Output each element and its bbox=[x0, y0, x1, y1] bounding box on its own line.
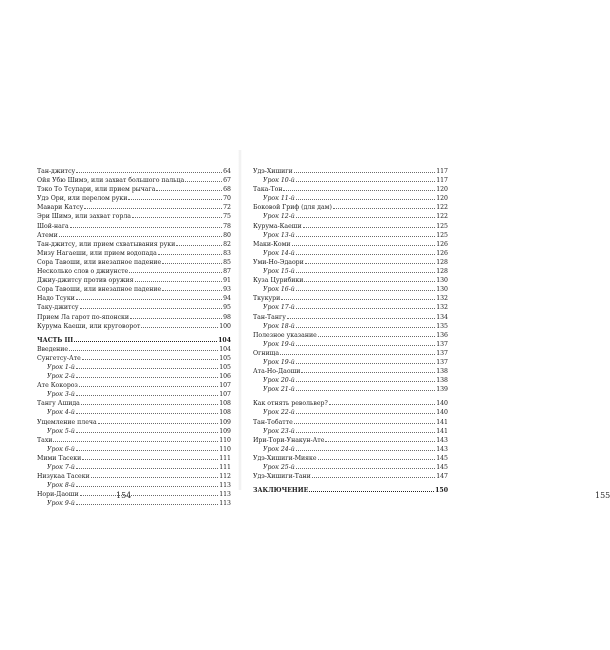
dot-leader bbox=[333, 202, 435, 209]
toc-lesson-entry bbox=[253, 426, 448, 435]
toc-entry-page: 137 bbox=[436, 349, 448, 357]
toc-lesson-entry bbox=[37, 444, 231, 453]
dot-leader bbox=[80, 489, 219, 496]
toc-lesson-entry bbox=[253, 211, 448, 220]
dot-leader bbox=[304, 275, 435, 282]
toc-entry bbox=[253, 166, 448, 175]
toc-entry-page: 134 bbox=[436, 313, 448, 321]
toc-entry bbox=[37, 344, 231, 353]
dot-leader bbox=[296, 302, 435, 309]
dot-leader bbox=[296, 284, 435, 291]
dot-leader bbox=[176, 239, 222, 246]
toc-entry bbox=[37, 184, 231, 193]
toc-entry-title: Огнища bbox=[253, 349, 280, 357]
toc-entry-title: Тангу Ашида bbox=[37, 400, 80, 408]
dot-leader bbox=[128, 193, 222, 200]
toc-entry bbox=[253, 239, 448, 248]
toc-entry-title: Урок 19-й bbox=[263, 358, 295, 366]
toc-entry-title: Введение bbox=[37, 345, 69, 353]
toc-entry-page: 107 bbox=[219, 391, 231, 399]
toc-entry bbox=[37, 166, 231, 175]
toc-lesson-entry bbox=[253, 462, 448, 471]
toc-entry-page: 85 bbox=[223, 258, 231, 266]
dot-leader bbox=[309, 485, 434, 492]
toc-entry-title: Урок 21-й bbox=[263, 386, 295, 394]
toc-entry bbox=[253, 312, 448, 321]
toc-entry bbox=[37, 453, 231, 462]
toc-entry-title: Сунгетсу-Ате bbox=[37, 354, 81, 362]
toc-entry-title: Эри Шимэ, или захват горла bbox=[37, 213, 131, 221]
dot-leader bbox=[76, 462, 218, 469]
toc-entry-page: 150 bbox=[435, 487, 448, 495]
toc-entry-title: Атеми bbox=[37, 231, 58, 239]
toc-entry-page: 128 bbox=[436, 258, 448, 266]
toc-entry-page: 130 bbox=[436, 286, 448, 294]
toc-entry bbox=[37, 380, 231, 389]
toc-entry bbox=[37, 312, 231, 321]
dot-leader bbox=[312, 471, 435, 478]
toc-entry bbox=[253, 184, 448, 193]
dot-leader bbox=[303, 221, 436, 228]
toc-entry bbox=[37, 353, 231, 362]
toc-entry-page: 109 bbox=[219, 418, 231, 426]
left-page bbox=[0, 0, 240, 650]
toc-entry bbox=[253, 293, 448, 302]
toc-entry-title: Куза Цурибики bbox=[253, 277, 304, 285]
toc-entry-title: Урок 18-й bbox=[263, 322, 295, 330]
dot-leader bbox=[76, 480, 218, 487]
toc-entry-page: 91 bbox=[223, 277, 231, 285]
toc-entry-page: 126 bbox=[436, 240, 448, 248]
toc-entry-title: Удэ-Хишиги bbox=[253, 168, 293, 175]
toc-entry-page: 111 bbox=[219, 454, 231, 462]
toc-entry-page: 145 bbox=[436, 464, 448, 471]
toc-entry-page: 140 bbox=[436, 400, 448, 408]
toc-lesson-entry bbox=[253, 321, 448, 330]
toc-entry-page: 132 bbox=[436, 304, 448, 312]
dot-leader bbox=[296, 462, 435, 469]
dot-leader bbox=[296, 175, 435, 182]
toc-entry bbox=[37, 211, 231, 220]
dot-leader bbox=[82, 353, 218, 360]
toc-lesson-entry bbox=[253, 193, 448, 202]
dot-leader bbox=[141, 321, 218, 328]
toc-entry-title: Ате Кокороз bbox=[37, 382, 78, 390]
left-page-number: 154 bbox=[116, 491, 132, 500]
toc-entry-title: Удэ Ори, или перелом руки bbox=[37, 195, 128, 203]
dot-leader bbox=[130, 312, 222, 319]
toc-entry-title: Тан-Тангу bbox=[253, 313, 286, 321]
toc-entry-title: Урок 5-й bbox=[47, 427, 75, 435]
dot-leader bbox=[76, 407, 218, 414]
toc-entry bbox=[253, 330, 448, 339]
dot-leader bbox=[296, 426, 435, 433]
right-page bbox=[240, 0, 610, 650]
toc-entry-page: 137 bbox=[436, 340, 448, 348]
dot-leader bbox=[296, 321, 435, 328]
toc-entry-title: Несколько слов о джиунсте bbox=[37, 268, 129, 276]
toc-entry-page: 125 bbox=[436, 231, 448, 239]
toc-entry-title: Мизу Нагаеши, или прием водопада bbox=[37, 249, 157, 257]
toc-entry-page: 68 bbox=[223, 186, 231, 194]
toc-entry-page: 109 bbox=[219, 427, 231, 435]
toc-entry-page: 143 bbox=[436, 436, 448, 444]
toc-entry bbox=[37, 471, 231, 480]
dot-leader bbox=[76, 426, 218, 433]
toc-entry-page: 126 bbox=[436, 249, 448, 257]
toc-entry-page: 135 bbox=[436, 322, 448, 330]
toc-entry-title: Урок 19-й bbox=[263, 340, 295, 348]
toc-entry bbox=[37, 417, 231, 426]
toc-lesson-entry bbox=[37, 362, 231, 371]
toc-entry-page: 67 bbox=[223, 177, 231, 185]
dot-leader bbox=[325, 435, 435, 442]
toc-entry-title: ЧАСТЬ III bbox=[37, 336, 74, 344]
toc-entry-title: Нори-Даоши bbox=[37, 491, 79, 499]
dot-leader bbox=[81, 398, 218, 405]
toc-entry-page: 80 bbox=[223, 231, 231, 239]
toc-entry bbox=[37, 257, 231, 266]
toc-entry-page: 111 bbox=[219, 464, 231, 471]
right-table-of-contents bbox=[253, 166, 448, 494]
toc-entry-page: 105 bbox=[219, 354, 231, 362]
toc-entry-title: Урок 12-й bbox=[263, 213, 295, 221]
toc-entry bbox=[253, 221, 448, 230]
toc-entry-title: Ойя Убю Шимэ, или захват большого пальца bbox=[37, 177, 185, 185]
dot-leader bbox=[76, 166, 222, 173]
toc-entry-page: 140 bbox=[436, 409, 448, 417]
toc-entry-title: Урок 7-й bbox=[47, 464, 75, 471]
toc-entry bbox=[253, 366, 448, 375]
dot-leader bbox=[53, 435, 218, 442]
dot-leader bbox=[76, 293, 222, 300]
toc-entry-page: 87 bbox=[223, 268, 231, 276]
toc-entry bbox=[37, 230, 231, 239]
toc-entry-page: 139 bbox=[436, 386, 448, 394]
toc-entry bbox=[37, 489, 231, 498]
toc-entry-title: Тэко То Тсупари, или прием рычага bbox=[37, 186, 156, 194]
toc-lesson-entry bbox=[253, 302, 448, 311]
toc-section-heading bbox=[253, 485, 448, 494]
dot-leader bbox=[76, 371, 218, 378]
toc-entry-page: 113 bbox=[219, 482, 231, 490]
toc-entry-title: ЗАКЛЮЧЕНИЕ bbox=[253, 487, 309, 495]
dot-leader bbox=[91, 471, 219, 478]
toc-entry-title: Сора Тавоши, или внезапное падение bbox=[37, 258, 162, 266]
dot-leader bbox=[98, 417, 219, 424]
toc-entry bbox=[253, 275, 448, 284]
toc-entry-page: 141 bbox=[436, 418, 448, 426]
toc-entry-title: Урок 15-й bbox=[263, 268, 295, 276]
toc-entry bbox=[37, 193, 231, 202]
toc-entry-title: Курума Каеши, или круговорот bbox=[37, 322, 141, 330]
dot-leader bbox=[84, 202, 222, 209]
toc-entry bbox=[253, 453, 448, 462]
dot-leader bbox=[296, 357, 435, 364]
dot-leader bbox=[162, 284, 222, 291]
toc-entry bbox=[253, 257, 448, 266]
toc-entry-page: 147 bbox=[436, 473, 448, 481]
dot-leader bbox=[280, 348, 435, 355]
toc-entry-title: Урок 4-й bbox=[47, 409, 75, 417]
toc-entry-title: Урок 3-й bbox=[47, 391, 75, 399]
toc-entry-title: Боковой Гриф (для дам) bbox=[253, 204, 332, 212]
dot-leader bbox=[76, 444, 218, 451]
toc-entry-title: Урок 17-й bbox=[263, 304, 295, 312]
toc-entry bbox=[253, 435, 448, 444]
toc-entry-title: Шой-нага bbox=[37, 222, 69, 230]
toc-entry-page: 70 bbox=[223, 195, 231, 203]
toc-lesson-entry bbox=[37, 480, 231, 489]
dot-leader bbox=[296, 211, 435, 218]
dot-leader bbox=[281, 293, 435, 300]
toc-entry-page: 112 bbox=[219, 473, 231, 481]
toc-lesson-entry bbox=[253, 384, 448, 393]
toc-entry-page: 94 bbox=[223, 295, 231, 303]
toc-entry-title: Надо Тсуки bbox=[37, 295, 75, 303]
toc-entry-page: 128 bbox=[436, 268, 448, 276]
dot-leader bbox=[296, 384, 435, 391]
toc-entry-title: Така-Тон bbox=[253, 186, 283, 194]
toc-entry bbox=[37, 293, 231, 302]
toc-lesson-entry bbox=[253, 230, 448, 239]
toc-entry bbox=[37, 321, 231, 330]
toc-entry-title: Урок 16-й bbox=[263, 286, 295, 294]
dot-leader bbox=[301, 366, 435, 373]
dot-leader bbox=[76, 498, 218, 505]
dot-leader bbox=[79, 380, 218, 387]
toc-entry bbox=[37, 175, 231, 184]
toc-entry-title: Тан-джитсу, или прием схватывания руки bbox=[37, 240, 176, 248]
dot-leader bbox=[296, 193, 435, 200]
dot-leader bbox=[296, 444, 435, 451]
dot-leader bbox=[294, 417, 435, 424]
toc-lesson-entry bbox=[253, 266, 448, 275]
left-table-of-contents bbox=[37, 166, 231, 507]
toc-entry bbox=[37, 266, 231, 275]
toc-entry-title: Урок 10-й bbox=[263, 177, 295, 185]
dot-leader bbox=[135, 275, 223, 282]
toc-lesson-entry bbox=[253, 248, 448, 257]
dot-leader bbox=[283, 184, 435, 191]
dot-leader bbox=[296, 375, 435, 382]
toc-entry-page: 104 bbox=[218, 336, 231, 344]
toc-entry-page: 64 bbox=[223, 168, 231, 175]
toc-entry bbox=[37, 302, 231, 311]
toc-entry-page: 143 bbox=[436, 445, 448, 453]
toc-entry-page: 104 bbox=[219, 345, 231, 353]
toc-lesson-entry bbox=[253, 444, 448, 453]
dot-leader bbox=[296, 248, 435, 255]
toc-entry bbox=[253, 202, 448, 211]
toc-lesson-entry bbox=[253, 339, 448, 348]
toc-entry bbox=[37, 398, 231, 407]
toc-entry-page: 122 bbox=[436, 213, 448, 221]
toc-entry-title: Урок 20-й bbox=[263, 377, 295, 385]
toc-lesson-entry bbox=[253, 375, 448, 384]
toc-entry-page: 130 bbox=[436, 277, 448, 285]
dot-leader bbox=[185, 175, 222, 182]
toc-entry-title: Уми-Но-Эдаори bbox=[253, 258, 304, 266]
toc-entry-page: 141 bbox=[436, 427, 448, 435]
dot-leader bbox=[74, 335, 217, 342]
toc-entry-page: 105 bbox=[219, 363, 231, 371]
dot-leader bbox=[292, 239, 436, 246]
toc-entry-title: Тан-джитсу bbox=[37, 168, 76, 175]
toc-entry-title: Тахи bbox=[37, 436, 53, 444]
toc-entry-title: Ири-Тори-Унакун-Ате bbox=[253, 436, 325, 444]
toc-entry-title: Удэ-Хишиги-Тани bbox=[253, 473, 311, 481]
toc-entry-page: 95 bbox=[223, 304, 231, 312]
toc-entry-page: 122 bbox=[436, 204, 448, 212]
dot-leader bbox=[70, 221, 222, 228]
toc-entry-title: Урок 24-й bbox=[263, 445, 295, 453]
toc-entry-title: Урок 25-й bbox=[263, 464, 295, 471]
dot-leader bbox=[59, 230, 222, 237]
toc-entry-page: 138 bbox=[436, 368, 448, 376]
toc-entry bbox=[253, 417, 448, 426]
toc-entry-page: 82 bbox=[223, 240, 231, 248]
toc-entry-title: Урок 22-й bbox=[263, 409, 295, 417]
toc-entry-page: 72 bbox=[223, 204, 231, 212]
toc-entry-page: 136 bbox=[436, 331, 448, 339]
toc-lesson-entry bbox=[37, 498, 231, 507]
toc-entry-page: 100 bbox=[219, 322, 231, 330]
toc-entry-page: 132 bbox=[436, 295, 448, 303]
dot-leader bbox=[158, 248, 222, 255]
dot-leader bbox=[296, 266, 435, 273]
toc-entry-title: Сора Тавоши, или внезапное падение bbox=[37, 286, 162, 294]
toc-entry-page: 108 bbox=[219, 400, 231, 408]
toc-entry-page: 117 bbox=[436, 168, 448, 175]
toc-entry bbox=[253, 471, 448, 480]
toc-entry-title: Удэ-Хишиги-Мияке bbox=[253, 454, 317, 462]
dot-leader bbox=[69, 344, 218, 351]
toc-entry-title: Как отнять револьвер? bbox=[253, 400, 328, 408]
toc-entry-title: Джиу-джитсу против оружия bbox=[37, 277, 134, 285]
toc-entry-title: Прием Ла гарот по-японски bbox=[37, 313, 130, 321]
dot-leader bbox=[129, 266, 222, 273]
dot-leader bbox=[76, 362, 218, 369]
dot-leader bbox=[329, 398, 435, 405]
toc-entry bbox=[253, 398, 448, 407]
toc-entry-page: 113 bbox=[219, 500, 231, 508]
dot-leader bbox=[76, 389, 218, 396]
toc-entry-title: Урок 13-й bbox=[263, 231, 295, 239]
toc-entry-page: 106 bbox=[219, 373, 231, 381]
toc-entry-page: 120 bbox=[436, 186, 448, 194]
toc-entry-title: Урок 9-й bbox=[47, 500, 75, 508]
toc-entry-title: Ущемление плеча bbox=[37, 418, 97, 426]
toc-lesson-entry bbox=[37, 371, 231, 380]
toc-entry bbox=[37, 435, 231, 444]
dot-leader bbox=[80, 302, 223, 309]
toc-entry-title: Мавари Катсу bbox=[37, 204, 84, 212]
dot-leader bbox=[287, 312, 435, 319]
toc-entry-page: 145 bbox=[436, 454, 448, 462]
toc-entry-title: Полезное указание bbox=[253, 331, 317, 339]
dot-leader bbox=[162, 257, 222, 264]
dot-leader bbox=[305, 257, 435, 264]
toc-entry-page: 98 bbox=[223, 313, 231, 321]
toc-entry-page: 125 bbox=[436, 222, 448, 230]
toc-entry-page: 75 bbox=[223, 213, 231, 221]
toc-lesson-entry bbox=[37, 407, 231, 416]
toc-lesson-entry bbox=[253, 357, 448, 366]
toc-lesson-entry bbox=[37, 389, 231, 398]
dot-leader bbox=[156, 184, 222, 191]
toc-entry-page: 107 bbox=[219, 382, 231, 390]
toc-entry-title: Урок 11-й bbox=[263, 195, 295, 203]
toc-entry-title: Урок 8-й bbox=[47, 482, 75, 490]
toc-entry-title: Урок 23-й bbox=[263, 427, 295, 435]
toc-entry bbox=[37, 275, 231, 284]
toc-section-heading bbox=[37, 335, 231, 344]
toc-entry bbox=[37, 202, 231, 211]
dot-leader bbox=[296, 407, 435, 414]
toc-entry bbox=[253, 348, 448, 357]
toc-lesson-entry bbox=[253, 284, 448, 293]
toc-lesson-entry bbox=[253, 175, 448, 184]
dot-leader bbox=[296, 339, 435, 346]
toc-lesson-entry bbox=[253, 407, 448, 416]
toc-entry-page: 137 bbox=[436, 358, 448, 366]
toc-entry-title: Низукаа Тасеки bbox=[37, 473, 90, 481]
toc-entry-title: Ткукури bbox=[253, 295, 281, 303]
toc-entry-page: 113 bbox=[219, 491, 231, 499]
dot-leader bbox=[296, 230, 435, 237]
toc-entry-page: 108 bbox=[219, 409, 231, 417]
right-page-number: 155 bbox=[595, 491, 610, 500]
toc-entry-title: Тан-Тобатте bbox=[253, 418, 293, 426]
toc-entry-page: 117 bbox=[436, 177, 448, 185]
toc-entry-page: 110 bbox=[219, 445, 231, 453]
toc-entry-title: Мими Тасеки bbox=[37, 454, 82, 462]
toc-entry-page: 83 bbox=[223, 249, 231, 257]
toc-entry bbox=[37, 284, 231, 293]
dot-leader bbox=[318, 330, 435, 337]
toc-entry-title: Курума-Каеши bbox=[253, 222, 302, 230]
toc-entry-title: Урок 14-й bbox=[263, 249, 295, 257]
toc-lesson-entry bbox=[37, 426, 231, 435]
dot-leader bbox=[132, 211, 222, 218]
toc-entry-page: 138 bbox=[436, 377, 448, 385]
toc-entry-page: 110 bbox=[219, 436, 231, 444]
toc-entry-title: Маки-Коми bbox=[253, 240, 291, 248]
toc-entry-page: 93 bbox=[223, 286, 231, 294]
toc-entry-page: 120 bbox=[436, 195, 448, 203]
toc-entry-title: Таку-джитсу bbox=[37, 304, 79, 312]
dot-leader bbox=[82, 453, 218, 460]
toc-entry bbox=[37, 248, 231, 257]
toc-entry-title: Урок 1-й bbox=[47, 363, 75, 371]
toc-entry bbox=[37, 221, 231, 230]
toc-entry-page: 78 bbox=[223, 222, 231, 230]
toc-entry-title: Ата-Но-Даоши bbox=[253, 368, 301, 376]
toc-entry bbox=[37, 239, 231, 248]
toc-entry-title: Урок 2-й bbox=[47, 373, 75, 381]
toc-lesson-entry bbox=[37, 462, 231, 471]
toc-entry-title: Урок 6-й bbox=[47, 445, 75, 453]
dot-leader bbox=[318, 453, 436, 460]
dot-leader bbox=[294, 166, 436, 173]
